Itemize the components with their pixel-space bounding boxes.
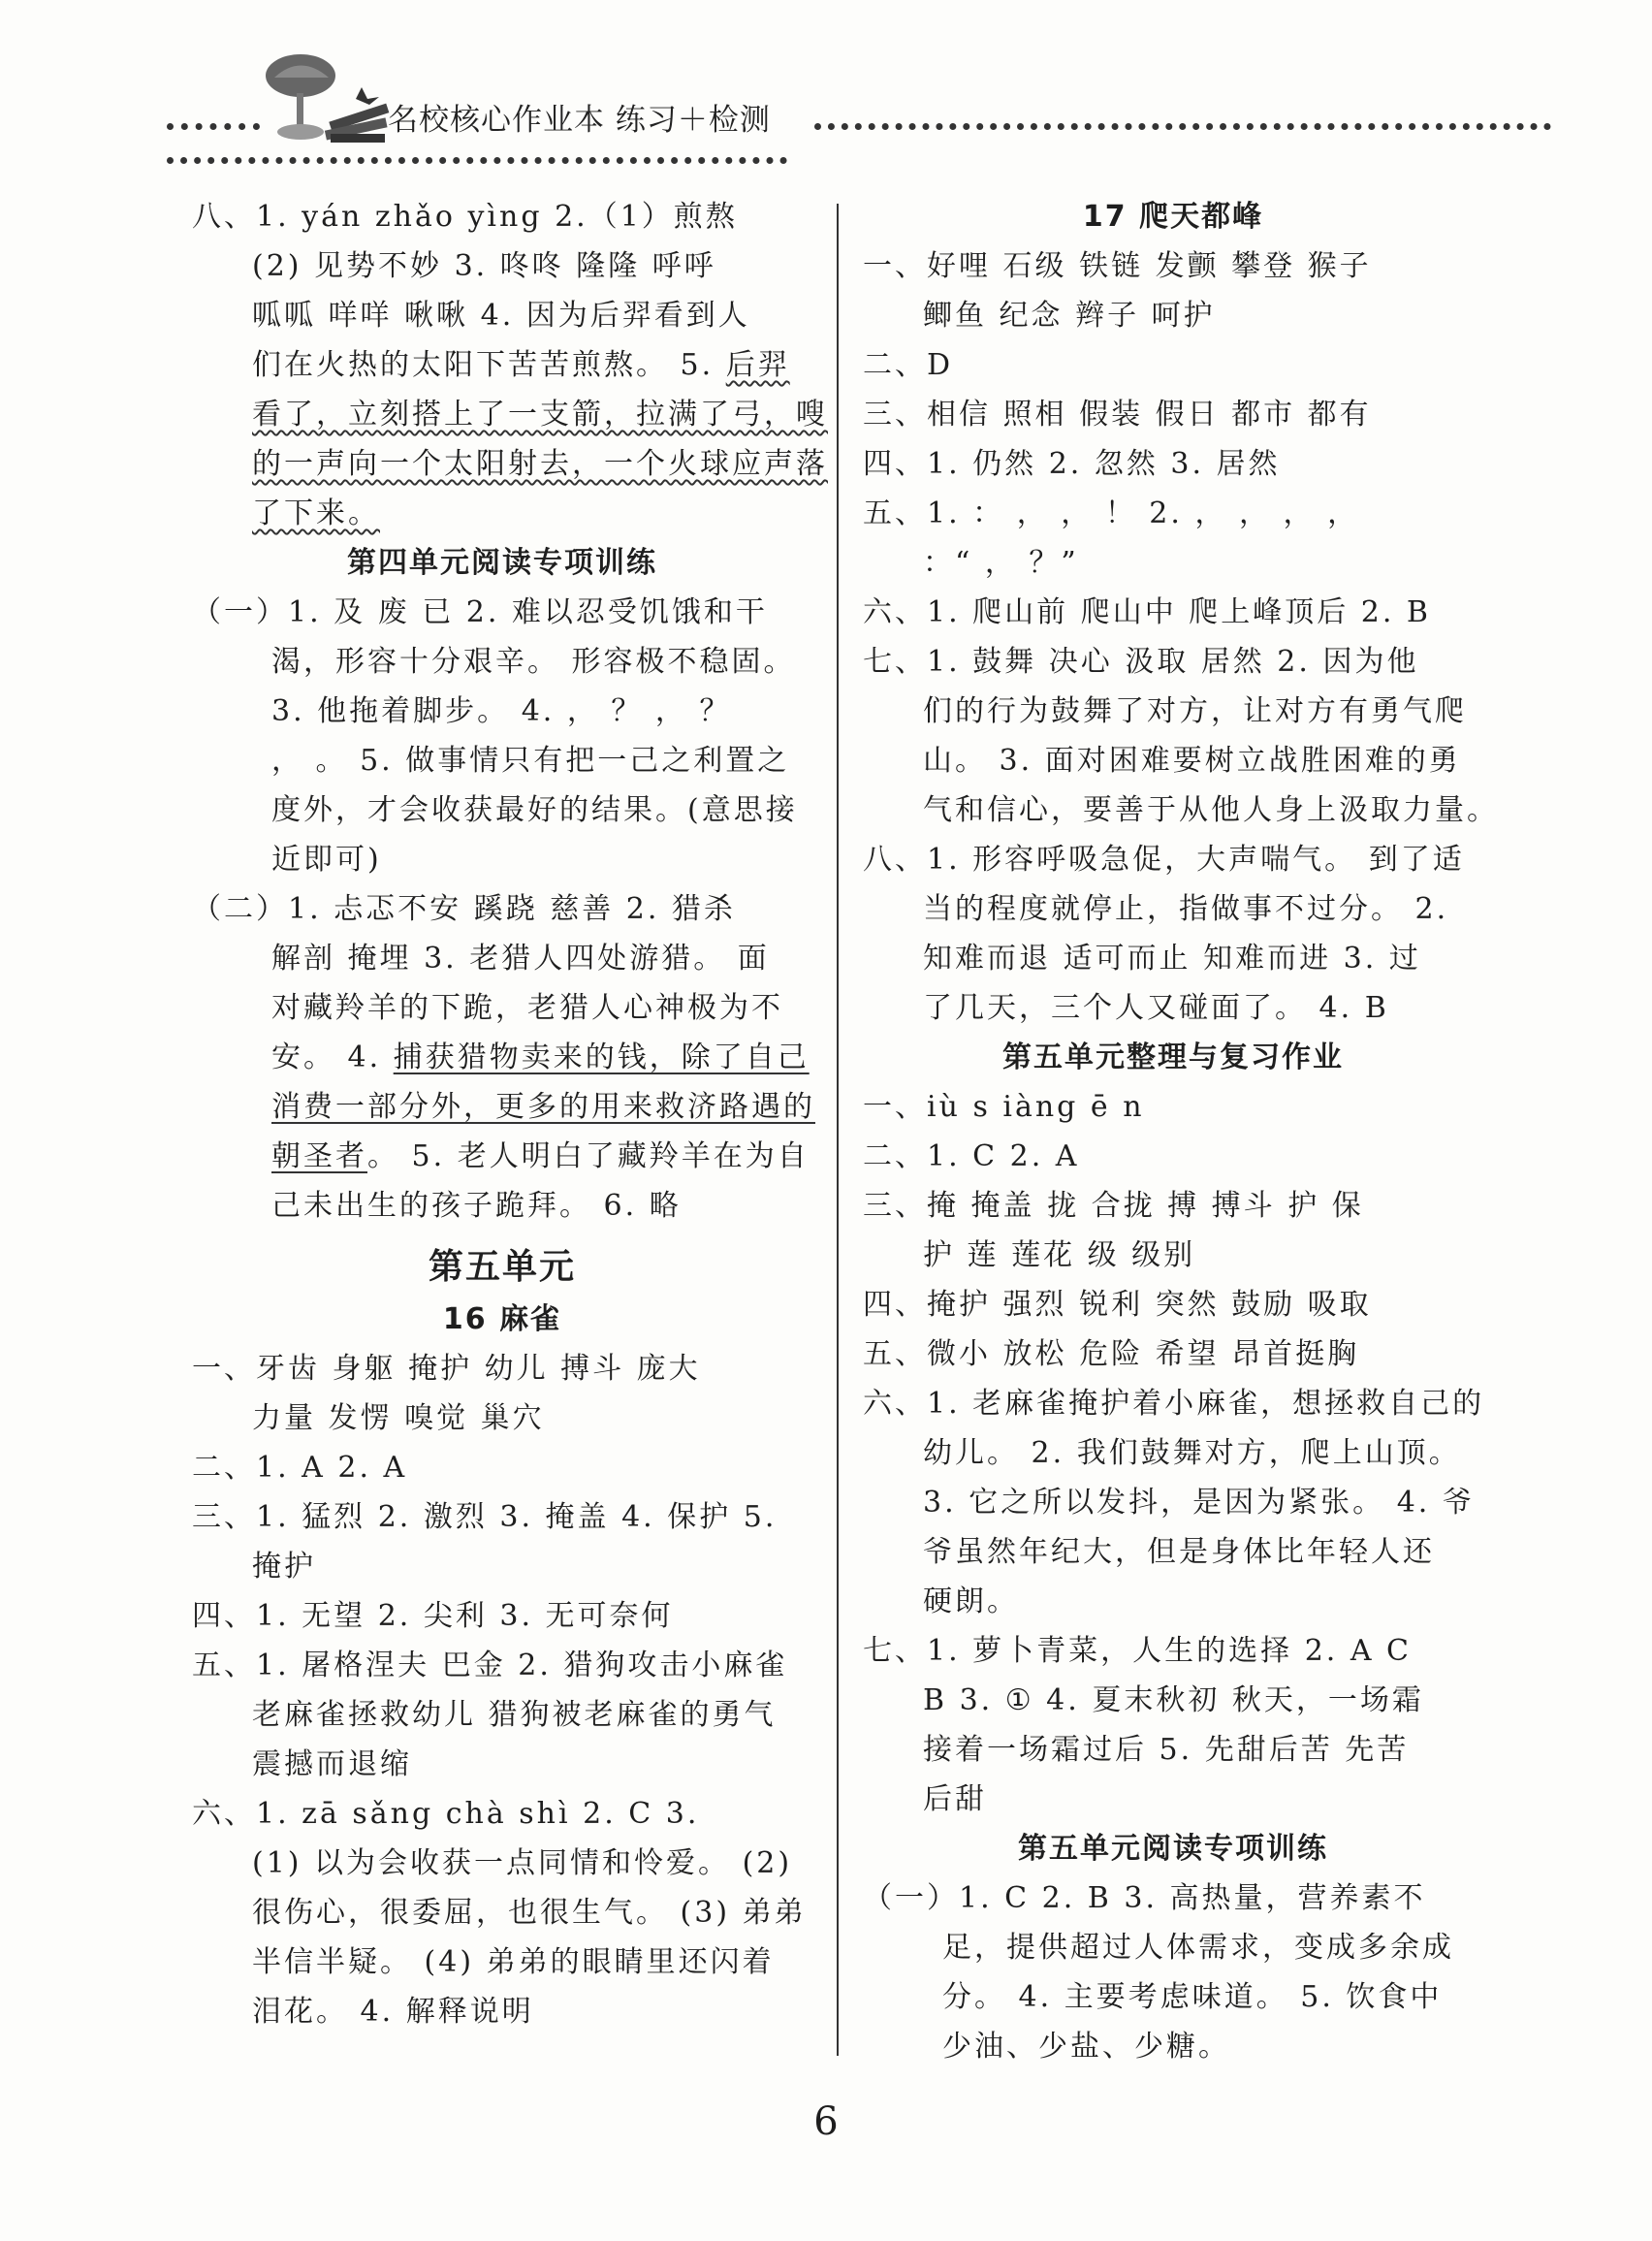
header-dots-right <box>814 123 1551 130</box>
section-heading: 16 麻雀 <box>442 1302 562 1336</box>
answer-line: 硬朗。 <box>923 1585 1019 1618</box>
answer-line: 四、1. 无望 2. 尖利 3. 无可奈何 <box>192 1599 674 1633</box>
left-column <box>192 192 828 2036</box>
answer-line: 们的行为鼓舞了对方，让对方有勇气爬 <box>923 694 1467 728</box>
answer-line: 度外，才会收获最好的结果。(意思接 <box>271 793 798 827</box>
answer-line: （一）1. C 2. B 3. 高热量，营养素不 <box>863 1881 1426 1915</box>
answer-line: 足，提供超过人体需求，变成多余成 <box>942 1931 1454 1965</box>
answer-line: 近即可) <box>271 843 382 877</box>
section-heading: 第四单元阅读专项训练 <box>347 546 657 580</box>
answer-line: 后甜 <box>923 1782 987 1816</box>
answer-line: 一、牙齿 身躯 掩护 幼儿 搏斗 庞大 <box>192 1352 701 1386</box>
answer-line: 六、1. 爬山前 爬山中 爬上峰顶后 2. B <box>863 595 1431 629</box>
answer-line: 幼儿。 2. 我们鼓舞对方，爬上山顶。 <box>923 1436 1461 1470</box>
answer-line: 很伤心，很委屈，也很生气。 (3) 弟弟 <box>252 1896 807 1930</box>
page-header <box>0 39 1652 184</box>
answer-line: 少油、少盐、少糖。 <box>942 2030 1230 2064</box>
answer-line: B 3. ① 4. 夏末秋初 秋天，一场霜 <box>923 1683 1424 1717</box>
answer-line: 了几天，三个人又碰面了。 4. B <box>923 991 1389 1025</box>
answer-line: 己未出生的孩子跪拜。 6. 略 <box>271 1189 682 1223</box>
answer-line: 二、1. A 2. A <box>192 1451 408 1485</box>
unit-title: 第五单元 <box>428 1247 576 1287</box>
answer-line: 老麻雀拯救幼儿 猎狗被老麻雀的勇气 <box>252 1698 777 1732</box>
answer-line: 八、1. yán zhǎo yìng 2.（1）煎熬 <box>192 200 738 234</box>
answer-line: 三、掩 掩盖 拢 合拢 搏 搏斗 护 保 <box>863 1189 1364 1223</box>
answer-line: 爷虽然年纪大，但是身体比年轻人还 <box>923 1535 1435 1569</box>
answer-line: 七、1. 鼓舞 决心 汲取 居然 2. 因为他 <box>863 645 1419 679</box>
answer-line: 二、D <box>863 348 954 382</box>
answer-line: 知难而退 适可而止 知难而进 3. 过 <box>923 942 1421 976</box>
answer-line: ， 。 5. 做事情只有把一己之利置之 <box>271 744 790 778</box>
answer-line: 分。 4. 主要考虑味道。 5. 饮食中 <box>942 1980 1443 2014</box>
answer-line: 二、1. C 2. A <box>863 1139 1080 1173</box>
answer-line: 半信半疑。 (4) 弟弟的眼睛里还闪着 <box>252 1945 775 1979</box>
answer-line: 五、1. ： ， ， ！ 2. ， ， ， ， <box>863 496 1360 530</box>
answer-line: 呱呱 咩咩 啾啾 4. 因为后羿看到人 <box>252 299 750 333</box>
answer-line: 七、1. 萝卜青菜，人生的选择 2. A C <box>863 1634 1413 1668</box>
answer-line: (1) 以为会收获一点同情和怜爱。 (2) <box>252 1846 793 1880</box>
answer-line: 护 莲 莲花 级 级别 <box>923 1238 1196 1272</box>
answer-line: 渴，形容十分艰辛。 形容极不稳固。 <box>271 645 796 679</box>
section-heading: 17 爬天都峰 <box>1082 200 1264 234</box>
header-dots-under <box>167 157 787 164</box>
answer-line: 们在火热的太阳下苦苦煎熬。 5. 后羿 <box>252 348 790 382</box>
column-divider <box>837 204 839 2056</box>
answer-line: 消费一部分外，更多的用来救济路遇的 <box>271 1090 815 1124</box>
answer-line: 3. 它之所以发抖，是因为紧张。 4. 爷 <box>923 1486 1475 1520</box>
answer-line: 震撼而退缩 <box>252 1747 412 1781</box>
answer-line: 泪花。 4. 解释说明 <box>252 1995 534 2029</box>
answer-line: 朝圣者。 5. 老人明白了藏羚羊在为自 <box>271 1139 810 1173</box>
answer-line: 对藏羚羊的下跪，老猎人心神极为不 <box>271 991 783 1025</box>
answer-line: 一、好哩 石级 铁链 发颤 攀登 猴子 <box>863 249 1372 283</box>
answer-line: 了下来。 <box>252 496 380 530</box>
section-heading: 第五单元整理与复习作业 <box>1002 1040 1344 1074</box>
answer-line: 掩护 <box>252 1550 316 1584</box>
answer-line: 五、1. 屠格涅夫 巴金 2. 猎狗攻击小麻雀 <box>192 1649 788 1682</box>
right-column <box>863 192 1499 2071</box>
answer-line: 气和信心，要善于从他人身上汲取力量。 <box>923 793 1499 827</box>
answer-line: 八、1. 形容呼吸急促，大声喘气。 到了适 <box>863 843 1465 877</box>
header-dots-left <box>167 123 260 130</box>
answer-line: 力量 发愣 嗅觉 巢穴 <box>252 1401 545 1435</box>
answer-line: 三、相信 照相 假装 假日 都市 都有 <box>863 398 1372 432</box>
answer-line: 山。 3. 面对困难要树立战胜困难的勇 <box>923 744 1461 778</box>
answer-line: ：“ ， ？” <box>923 546 1079 580</box>
answer-line: 三、1. 猛烈 2. 激烈 3. 掩盖 4. 保护 5. <box>192 1500 778 1534</box>
answer-line: 接着一场霜过后 5. 先甜后苦 先苦 <box>923 1733 1410 1767</box>
lamp-books-logo-icon <box>247 48 393 145</box>
header-title: 名校核心作业本 练习＋检测 <box>388 103 771 138</box>
answer-line: 四、掩护 强烈 锐利 突然 鼓励 吸取 <box>863 1288 1372 1322</box>
answer-line: (2) 见势不妙 3. 咚咚 隆隆 呼呼 <box>252 249 716 283</box>
answer-line: 看了，立刻搭上了一支箭，拉满了弓，嗖 <box>252 398 828 432</box>
answer-line: 一、iù s iàng ē n <box>863 1090 1145 1124</box>
answer-line: 六、1. 老麻雀掩护着小麻雀，想拯救自己的 <box>863 1387 1485 1421</box>
answer-line: 六、1. zā sǎng chà shì 2. C 3. <box>192 1797 700 1831</box>
page-number: 6 <box>813 2099 839 2144</box>
answer-line: 鲫鱼 纪念 辫子 呵护 <box>923 299 1216 333</box>
answer-line: 五、微小 放松 危险 希望 昂首挺胸 <box>863 1337 1360 1371</box>
answer-line: 当的程度就停止，指做事不过分。 2. <box>923 892 1449 926</box>
answer-line: 四、1. 仍然 2. 忽然 3. 居然 <box>863 447 1281 481</box>
answer-line: 安。 4. 捕获猎物卖来的钱，除了自己 <box>271 1040 810 1074</box>
answer-line: 的一声向一个太阳射去，一个火球应声落 <box>252 447 828 481</box>
answer-line: 解剖 掩埋 3. 老猎人四处游猎。 面 <box>271 942 770 976</box>
answer-line: （一）1. 及 废 已 2. 难以忍受饥饿和干 <box>192 595 768 629</box>
answer-line: （二）1. 忐忑不安 蹊跷 慈善 2. 猎杀 <box>192 892 736 926</box>
section-heading: 第五单元阅读专项训练 <box>1018 1832 1328 1866</box>
answer-line: 3. 他拖着脚步。 4. ， ？ ， ？ <box>271 694 732 728</box>
